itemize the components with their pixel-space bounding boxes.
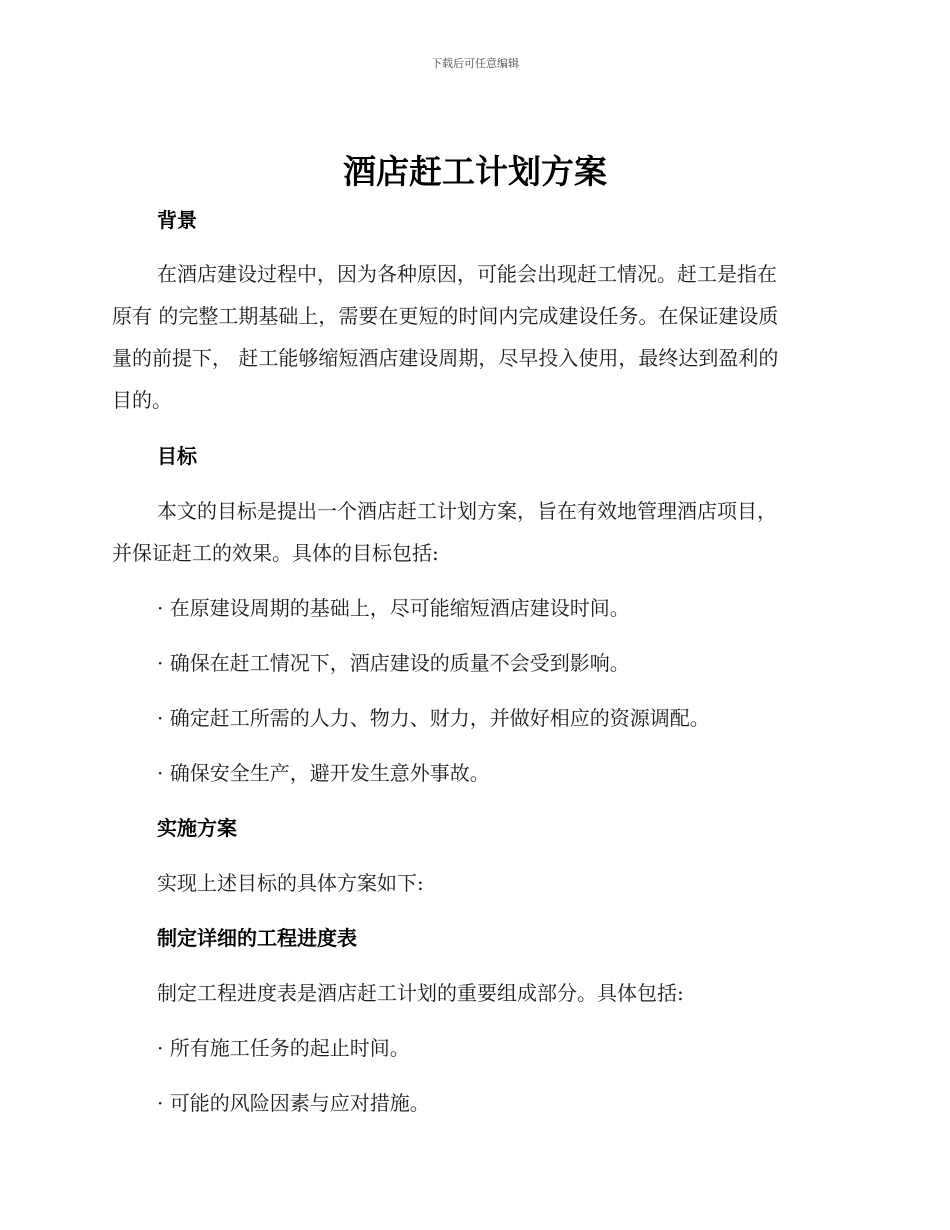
- paragraph-line: 制定工程进度表是酒店赶工计划的重要组成部分。具体包括:: [157, 981, 684, 1005]
- bullet-item: · 确保在赶工情况下，酒店建设的质量不会受到影响。: [157, 651, 630, 675]
- bullet-item: · 在原建设周期的基础上，尽可能缩短酒店建设时间。: [157, 596, 630, 620]
- section-heading-implementation: 实施方案: [157, 816, 237, 840]
- paragraph-line: 量的前提下， 赶工能够缩短酒店建设周期，尽早投入使用，最终达到盈利的: [112, 346, 779, 370]
- bullet-item: · 所有施工任务的起止时间。: [157, 1036, 410, 1060]
- page-header-note: 下载后可任意编辑: [431, 57, 519, 70]
- paragraph-line: 在酒店建设过程中，因为各种原因，可能会出现赶工情况。赶工是指在: [157, 262, 777, 286]
- paragraph-line: 原有 的完整工期基础上，需要在更短的时间内完成建设任务。在保证建设质: [112, 304, 779, 328]
- document-title: 酒店赶工计划方案: [343, 152, 607, 191]
- bullet-item: · 确保安全生产，避开发生意外事故。: [157, 761, 490, 785]
- section-heading-background: 背景: [157, 208, 197, 232]
- section-heading-goals: 目标: [157, 444, 197, 468]
- paragraph-line: 本文的目标是提出一个酒店赶工计划方案，旨在有效地管理酒店项目，: [157, 499, 777, 523]
- paragraph-line: 目的。: [112, 388, 172, 412]
- bullet-item: · 确定赶工所需的人力、物力、财力，并做好相应的资源调配。: [157, 706, 710, 730]
- section-heading-schedule: 制定详细的工程进度表: [157, 926, 357, 950]
- paragraph-line: 实现上述目标的具体方案如下:: [157, 871, 424, 895]
- bullet-item: · 可能的风险因素与应对措施。: [157, 1091, 430, 1115]
- paragraph-line: 并保证赶工的效果。具体的目标包括:: [112, 541, 439, 565]
